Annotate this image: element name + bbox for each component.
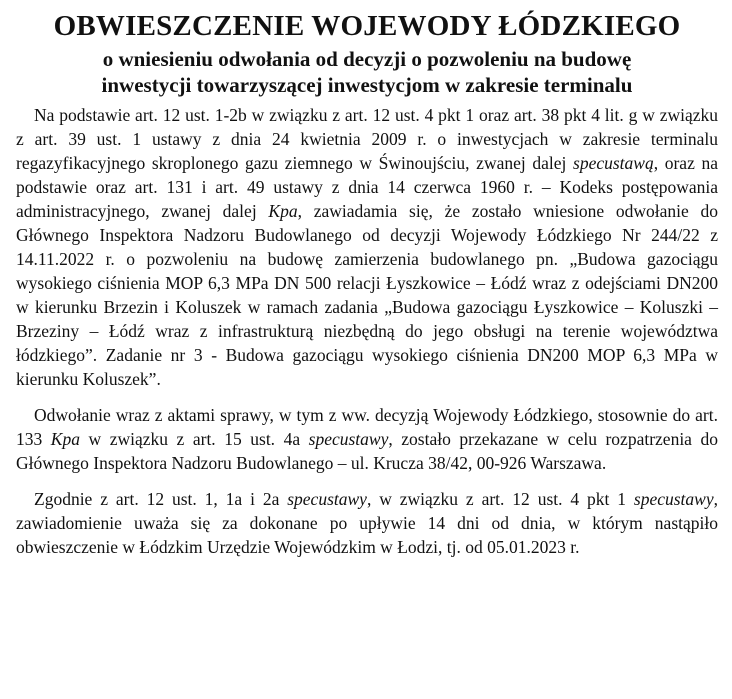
italic-term-specustawy: specustawy <box>633 489 714 509</box>
italic-term-specustawy: specustawy <box>287 489 367 509</box>
text-segment: , oraz na podstawie oraz art. 131 i art. 49 ustawy z dnia 14 czerwca 1960 r. – Kodeks postępowania administracyjnego, zwanej dalej <box>16 153 718 221</box>
italic-term-kpa: Kpa <box>50 429 80 449</box>
text-segment: w związku z art. 15 ust. 4a <box>79 429 309 449</box>
text-segment: , zostało przekazane w celu rozpatrzenia do Głównego Inspektora Nadzoru Budowlanego – ul. Krucza 38/42, 00-926 Warszawa. <box>16 429 718 473</box>
text-segment: Na podstawie art. 12 ust. 1-2b w związku z art. 12 ust. 4 pkt 1 oraz art. 38 pkt 4 lit. g w związku z art. 39 ust. 1 ustawy z dnia 24 kwietnia 2009 r. o inwestycjach w zakresie terminalu regazyfikacyjnego skroplonego gazu ziemnego w Świnoujściu, zwanej dalej <box>16 105 718 173</box>
text-segment: Odwołanie wraz z aktami sprawy, w tym z ww. decyzją Wojewody Łódzkiego, stosownie do art. 133 <box>16 405 718 449</box>
subtitle-line-1: o wniesieniu odwołania od decyzji o pozwoleniu na budowę <box>102 47 632 71</box>
paragraph-appeal-transfer <box>16 403 718 475</box>
italic-term-kpa: Kpa <box>268 201 298 221</box>
paragraph-legal-basis <box>16 103 718 391</box>
document-subtitle <box>16 46 718 98</box>
text-segment: , w związku z art. 12 ust. 4 pkt 1 <box>366 489 634 509</box>
italic-term-specustawa: specustawą <box>573 153 654 173</box>
subtitle-line-2: inwestycji towarzyszącej inwestycjom w zakresie terminalu <box>101 73 633 97</box>
document-title: OBWIESZCZENIE WOJEWODY ŁÓDZKIEGO <box>53 10 681 42</box>
paragraph-notification-date <box>16 487 718 559</box>
text-segment: , zawiadamia się, że zostało wniesione odwołanie do Głównego Inspektora Nadzoru Budowlanego od decyzji Wojewody Łódzkiego Nr 244/22 z 14.11.2022 r. o pozwoleniu na budowę zamierzenia budowlanego pn. „Budowa gazociągu wysokiego ciśnienia MOP 6,3 MPa DN 500 relacji Łyszkowice – Łódź wraz z odejściami DN200 w kierunku Brzezin i Koluszek w ramach zadania „Budowa gazociągu Łyszkowice – Koluszki – Brzeziny – Łódź wraz z infrastrukturą niezbędną do jego obsługi na terenie województwa łódzkiego”. Zadanie nr 3 - Budowa gazociągu wysokiego ciśnienia DN200 MOP 6,3 MPa w kierunku Koluszek”. <box>16 201 718 389</box>
italic-term-specustawy: specustawy <box>308 429 389 449</box>
text-segment: Zgodnie z art. 12 ust. 1, 1a i 2a <box>34 489 288 509</box>
text-segment: , zawiadomienie uważa się za dokonane po upływie 14 dni od dnia, w którym nastąpiło obwieszczenie w Łódzkim Urzędzie Wojewódzkim w Łodzi, tj. od 05.01.2023 r. <box>16 489 718 557</box>
